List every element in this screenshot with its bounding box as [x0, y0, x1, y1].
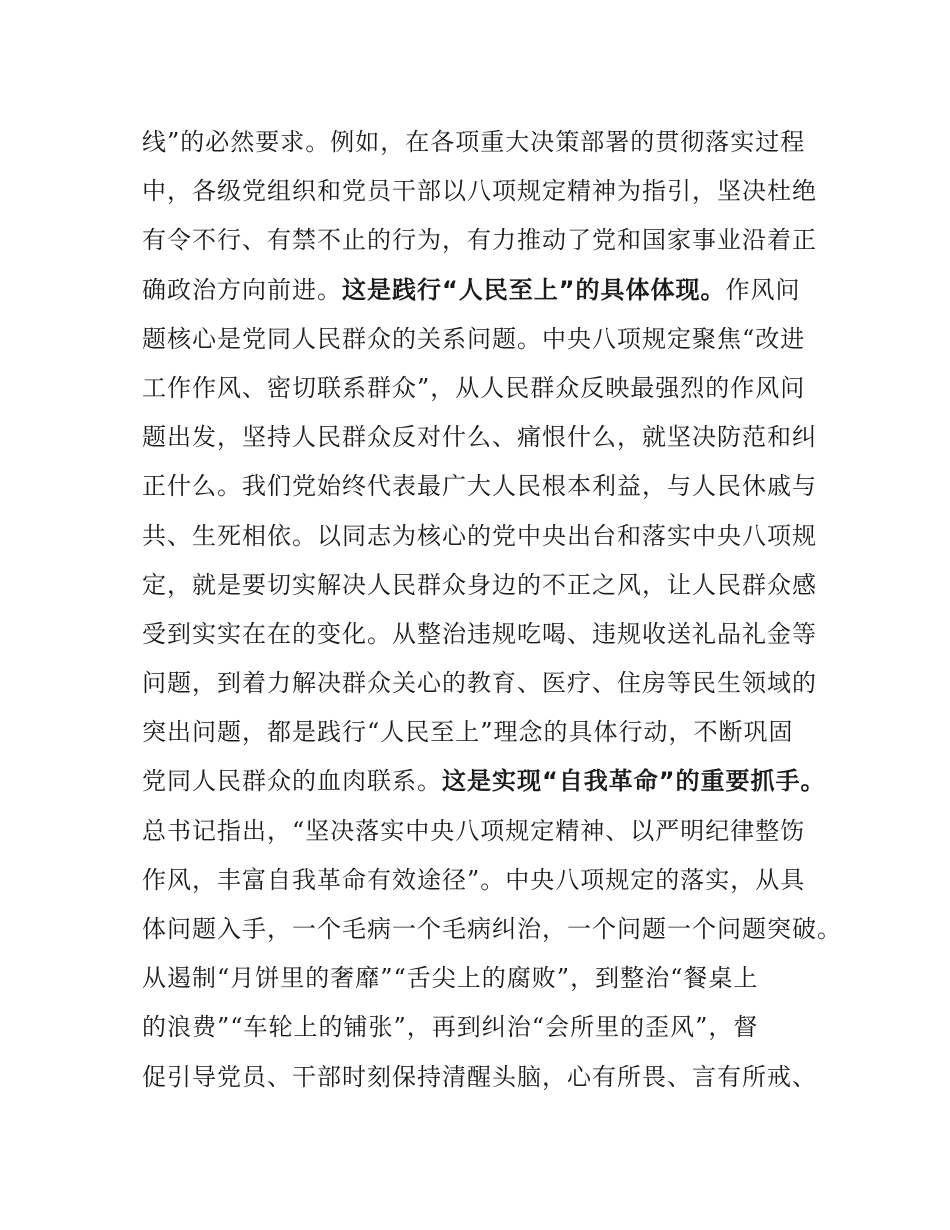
text-run: 促引导党员、干部时刻保持清醒头脑，心有所畏、言有所戒、: [142, 1062, 817, 1091]
text-run: 党同人民群众的血肉联系。: [142, 767, 442, 796]
text-run: 问题，到着力解决群众关心的教育、医疗、住房等民生领域的: [142, 669, 817, 698]
text-line: [142, 315, 832, 364]
text-run: 总书记指出，“坚决落实中央八项规定精神、以严明纪律整饬: [142, 816, 806, 845]
text-run: 题出发，坚持人民群众反对什么、痛恨什么，就坚决防范和纠: [142, 423, 817, 452]
text-line: [142, 1053, 832, 1102]
text-line: [142, 512, 832, 561]
bold-heading-run: 这是践行“人民至上”的具体体现。: [342, 275, 726, 304]
text-run: 作风，丰富自我革命有效途径”。中央八项规定的落实，从具: [142, 865, 806, 894]
text-run: 体问题入手，一个毛病一个毛病纠治，一个问题一个问题突破。: [142, 915, 842, 943]
text-line: [142, 708, 832, 757]
text-line: [142, 610, 832, 659]
text-line: [142, 266, 832, 315]
body-text: [142, 118, 842, 1102]
bold-heading-run: 这是实现“自我革命”的重要抓手。: [442, 767, 826, 796]
text-run: 定，就是要切实解决人民群众身边的不正之风，让人民群众感: [142, 570, 817, 599]
text-line: [142, 954, 832, 1003]
text-line: [142, 216, 832, 265]
text-line: [142, 1003, 832, 1052]
text-line: [142, 856, 832, 905]
text-run: 题核心是党同人民群众的关系问题。中央八项规定聚焦“改进: [142, 324, 806, 353]
text-run: 的浪费”“车轮上的铺张”，再到纠治“会所里的歪风”，督: [142, 1013, 759, 1042]
text-run: 共、生死相依。以同志为核心的党中央出台和落实中央八项规: [142, 521, 817, 550]
text-line: [142, 118, 832, 167]
text-line: [142, 561, 832, 610]
text-run: 有令不行、有禁不止的行为，有力推动了党和国家事业沿着正: [142, 226, 817, 255]
text-run: 受到实实在在的变化。从整治违规吃喝、违规收送礼品礼金等: [142, 619, 817, 648]
text-run: 确政治方向前进。: [142, 275, 342, 304]
text-line: [142, 167, 832, 216]
text-line: [142, 462, 832, 511]
text-run: 工作作风、密切联系群众”，从人民群众反映最强烈的作风问: [142, 373, 806, 402]
text-line: [142, 364, 832, 413]
text-run: 中，各级党组织和党员干部以八项规定精神为指引，坚决杜绝: [142, 177, 817, 206]
text-line: [142, 757, 832, 806]
text-run: 正什么。我们党始终代表最广大人民根本利益，与人民休戚与: [142, 472, 817, 501]
text-line: [142, 905, 842, 954]
text-run: 线”的必然要求。例如，在各项重大决策部署的贯彻落实过程: [142, 128, 806, 156]
text-run: 作风问: [725, 275, 801, 304]
text-line: [142, 659, 832, 708]
text-line: [142, 807, 832, 856]
text-run: 从遏制“月饼里的奢靡”“舌尖上的腐败”，到整治“餐桌上: [142, 964, 759, 993]
text-run: 突出问题，都是践行“人民至上”理念的具体行动，不断巩固: [142, 718, 794, 747]
text-line: [142, 413, 832, 462]
